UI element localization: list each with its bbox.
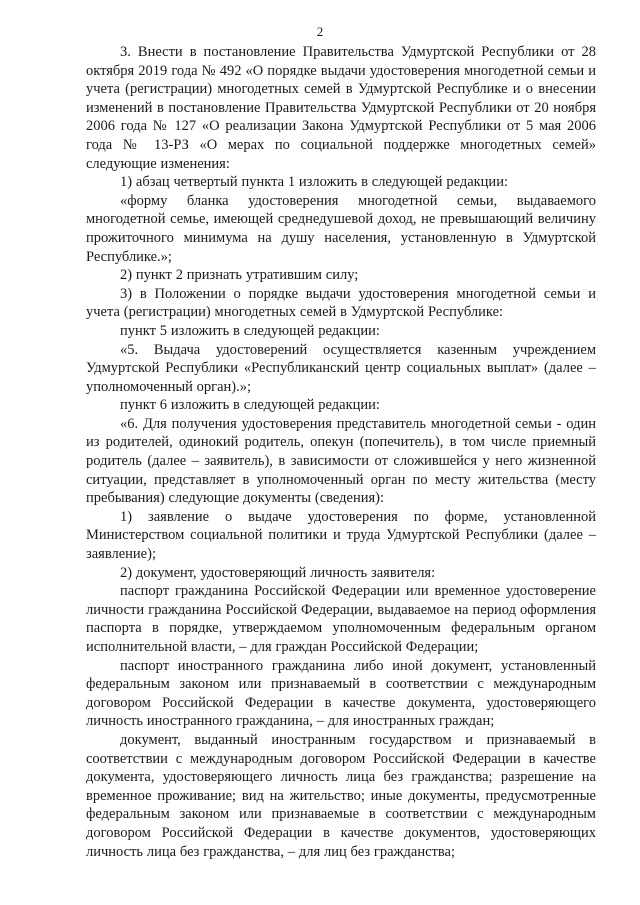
- page-number: 2: [316, 24, 324, 39]
- document-body: [86, 43, 596, 861]
- paragraph-document-1: 1) заявление о выдаче удостоверения по форме, установленной Министерством социальной политики и труда Удмуртской Республики (далее – заявление);: [86, 508, 596, 563]
- paragraph-clause-6-text: «6. Для получения удостоверения представитель многодетной семьи - один из родителей, одинокий родитель, опекун (попечитель), в том числе приемный родитель (далее – заявитель), в зависимости от сложившейся у него жизненной ситуации, представляет в уполномоченный орган по месту жительства (месту пребывания) следующие документы (сведения):: [86, 415, 596, 507]
- paragraph-item-1-text: «форму бланка удостоверения многодетной семьи, выдаваемого многодетной семье, имеющей среднедушевой доход, не превышающий величину прожиточного минимума на душу населения, установленную в Удмуртской Республике.»;: [86, 192, 596, 265]
- paragraph-russian-citizens: паспорт гражданина Российской Федерации или временное удостоверение личности гражданина Российской Федерации, выдаваемое на период оформления паспорта в порядке, утверждаемом уполномоченным федеральным органом исполнительной власти, – для граждан Российской Федерации;: [86, 583, 596, 655]
- paragraph-item-3: 3) в Положении о порядке выдачи удостоверения многодетной семьи и учета (регистрации) многодетных семей в Удмуртской Республике:: [86, 285, 596, 321]
- paragraph-clause-6-intro: пункт 6 изложить в следующей редакции:: [120, 397, 380, 414]
- paragraph-amendment-intro: 3. Внести в постановление Правительства Удмуртской Республики от 28 октября 2019 года № 492 «О порядке выдачи удостоверения многодетной семьи и учета (регистрации) многодетных семей в Удмуртской Республике и о внесении изменений в постановление Правительства Удмуртской Республики от 20 ноября 2006 года № 127 «О реализации Закона Удмуртской Республики от 5 мая 2006 года № 13-РЗ «О мерах по социальной поддержке многодетных семей» следующие изменения:: [86, 44, 596, 172]
- paragraph-clause-5-text: «5. Выдача удостоверений осуществляется казенным учреждением Удмуртской Республики «Республиканский центр социальных выплат» (далее – уполномоченный орган).»;: [86, 341, 596, 395]
- paragraph-stateless-persons: документ, выданный иностранным государством и признаваемый в соответствии с международным договором Российской Федерации в качестве документа, удостоверяющего личность лица без гражданства; разрешение на временное проживание; вид на жительство; иные документы, предусмотренные федеральным законом или признаваемые в соответствии с международным договором Российской Федерации в качестве документов, удостоверяющих личность лица без гражданства, – для лиц без гражданства;: [86, 731, 596, 860]
- paragraph-item-1: 1) абзац четвертый пункта 1 изложить в следующей редакции:: [120, 174, 508, 191]
- paragraph-document-2: 2) документ, удостоверяющий личность заявителя:: [120, 564, 436, 581]
- paragraph-foreign-citizens: паспорт иностранного гражданина либо иной документ, установленный федеральным законом или признаваемый в соответствии с международным договором Российской Федерации в качестве документа, удостоверяющего личность иностранного гражданина, – для иностранных граждан;: [86, 657, 596, 730]
- paragraph-item-2: 2) пункт 2 признать утратившим силу;: [120, 267, 359, 284]
- paragraph-clause-5-intro: пункт 5 изложить в следующей редакции:: [120, 322, 380, 339]
